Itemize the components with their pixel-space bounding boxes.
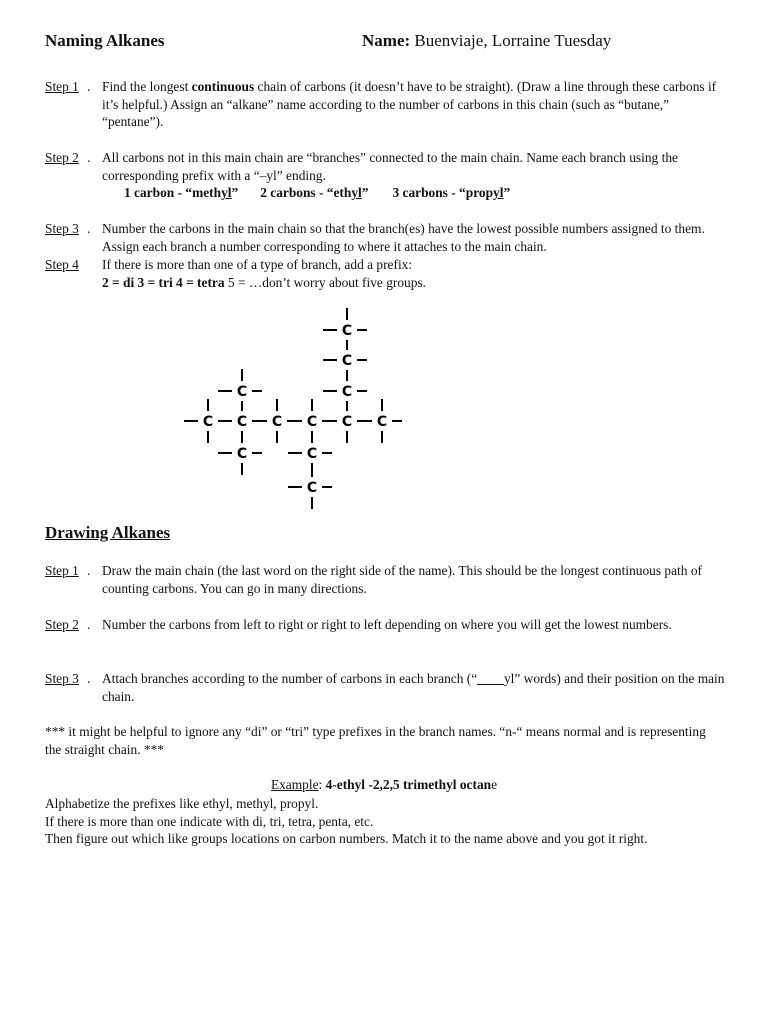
step-label: Step 1: [45, 563, 79, 578]
step-label: Step 1: [45, 79, 79, 94]
hint-note: *** it might be helpful to ignore any “di” or “tri” type prefixes in the branch names. “n-“ means normal and is representing the straight chain. ***: [45, 724, 706, 757]
carbon-atom: C: [236, 384, 248, 400]
carbon-atom: C: [236, 414, 248, 430]
atoms: [203, 323, 387, 496]
prefix-propyl: 3 carbons - “propyl”: [392, 185, 511, 200]
prefix-ethyl: 2 carbons - “ethyl”: [260, 185, 369, 200]
step-label: Step 3: [45, 221, 79, 236]
carbon-atom: C: [341, 353, 353, 369]
instructions-block: [45, 795, 735, 848]
drawing-section-title: Drawing Alkanes: [45, 523, 171, 542]
step-text: Attach branches according to the number of carbons in each branch (“____yl” words) and their position on the main chain.: [102, 671, 725, 704]
carbon-atom: C: [341, 414, 353, 430]
carbon-atom: C: [341, 384, 353, 400]
step-label: Step 4: [45, 257, 79, 272]
step-text: Draw the main chain (the last word on the right side of the name). This should be the longest continuous path of counting carbons. You can go in many directions.: [102, 563, 702, 596]
carbon-atom: C: [271, 414, 283, 430]
step-text: Number the carbons from left to right or right to left depending on where you will get the lowest numbers.: [102, 617, 672, 632]
carbon-atom: C: [341, 323, 353, 339]
instruction-line: Then figure out which like groups locations on carbon numbers. Match it to the name above and you got it right.: [45, 831, 648, 846]
carbon-atom: C: [236, 446, 248, 462]
step-text: All carbons not in this main chain are “branches” connected to the main chain. Name each branch using the corresponding prefix with a “–yl” ending.: [102, 150, 678, 183]
step-text: If there is more than one of a type of branch, add a prefix: 2 = di 3 = tri 4 = tetra 5 = …don’t worry about five groups.: [102, 257, 427, 290]
carbon-atom: C: [376, 414, 388, 430]
carbon-atom: C: [306, 414, 318, 430]
name-label: Name:: [362, 31, 411, 50]
carbon-atom: C: [306, 480, 318, 496]
example-label: Example: [270, 777, 319, 792]
instruction-line: If there is more than one indicate with di, tri, tetra, penta, etc.: [45, 813, 374, 829]
step-label: Step 3: [45, 671, 79, 686]
carbon-atom: C: [306, 446, 318, 462]
carbon-atom: C: [202, 414, 214, 430]
step-text: Number the carbons in the main chain so that the branch(es) have the lowest possible numbers assigned to them. Assign each branch a number corresponding to where it attaches to the main chain.: [102, 221, 705, 254]
example-name: 4-ethyl -2,2,5 trimethyl octan: [325, 777, 492, 792]
instruction-line: Alphabetize the prefixes like ethyl, methyl, propyl.: [45, 796, 319, 811]
prefix-methyl: 1 carbon - “methyl”: [124, 185, 239, 200]
step-text: Find the longest continuous chain of carbons (it doesn’t have to be straight). (Draw a line through these carbons if it’s helpful.) Assign an “alkane” name according to the number of carbons in this chain (such as “butane,” “pentane”).: [102, 79, 717, 129]
example-line: Example: 4-ethyl -2,2,5 trimethyl octane: [270, 777, 498, 792]
step-label: Step 2: [45, 617, 79, 632]
step-label: Step 2: [45, 150, 79, 165]
name-value: Buenviaje, Lorraine Tuesday: [414, 31, 612, 50]
page-title: Naming Alkanes: [45, 31, 165, 50]
bonds: [184, 308, 402, 509]
